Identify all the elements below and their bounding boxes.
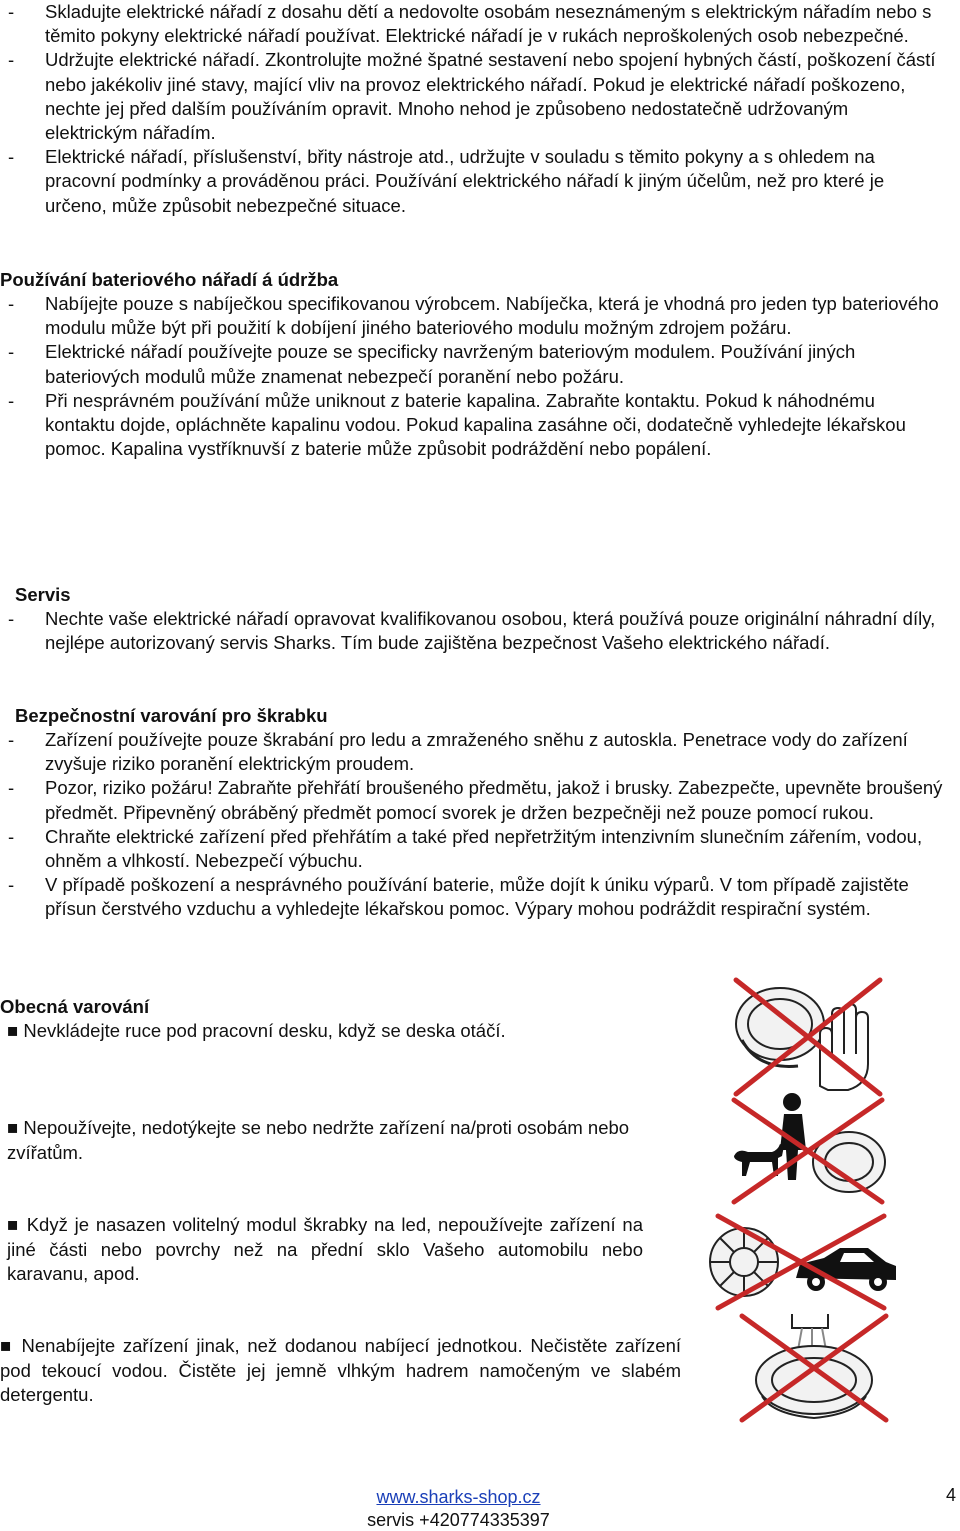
no-running-water-pictogram	[732, 1310, 896, 1426]
shop-link[interactable]: www.sharks-shop.cz	[376, 1487, 541, 1507]
battery-section	[0, 268, 943, 461]
general-warning-hands: ■ Nevkládejte ruce pod pracovní desku, když se deska otáčí.	[7, 1020, 506, 1041]
list-item: - Pozor, riziko požáru! Zabraňte přehřátí broušeného předmětu, jakož i brusky. Zabezpečte, upevněte broušený předmět. Připevněný obráběný předmět pomocí svorek je držen bezpečněji než pouze pomocí rukou.	[8, 777, 943, 823]
general-warning-windshield: ■ Když je nasazen volitelný modul škrabky na led, nepoužívejte zařízení na jiné části nebo povrchy než na přední sklo Vašeho automobilu nebo karavanu, apod.	[7, 1214, 643, 1284]
list-item: - Nechte vaše elektrické nářadí opravovat kvalifikovanou osobou, která používá pouze originální náhradní díly, nejlépe autorizovaný servis Sharks. Tím bude zajištěna bezpečnost Vašeho elektrického nářadí.	[8, 608, 936, 654]
page-number: 4	[945, 1485, 956, 1505]
section-heading: Používání bateriového nářadí á údržba	[0, 269, 339, 290]
list-item: - Zařízení používejte pouze škrabání pro ledu a zmraženého sněhu z autoskla. Penetrace vody do zařízení zvyšuje riziko poranění elektrickým proudem.	[8, 729, 908, 775]
general-warning-charging: ■ Nenabíjejte zařízení jinak, než dodanou nabíjecí jednotkou. Nečistěte zařízení pod tekoucí vodou. Čistěte jej jemně vlhkým hadrem namočeným ve slabém detergentu.	[0, 1335, 681, 1405]
list-item: - Elektrické nářadí používejte pouze se specificky navrženým bateriovým modulem. Používání jiných bateriových modulů může znamenat nebezpečí poranění nebo požáru.	[8, 341, 856, 387]
bullet-icon: ■	[7, 1214, 20, 1235]
list-item: - V případě poškození a nesprávného používání baterie, může dojít k úniku výparů. V tom případě zajistěte přísun čerstvého vzduchu a vyhledejte lékařskou pomoc. Výpary mohou podráždit respirační systém.	[8, 874, 909, 920]
no-hands-pictogram	[728, 974, 888, 1100]
list-item: - Skladujte elektrické nářadí z dosahu dětí a nedovolte osobám neseznámeným s elektrickým nářadím nebo s těmito pokyny elektrické nářadí používat. Elektrické nářadí je v rukách neproškolených osob nebezpečné.	[8, 1, 932, 47]
service-phone: servis +420774335397	[367, 1510, 550, 1530]
list-item: - Chraňte elektrické zařízení před přehřátím a také před nepřetržitým intenzivním slunečním zářením, vodou, ohněm a vlhkostí. Nebezpečí výbuchu.	[8, 825, 923, 872]
bullet-icon: ■	[7, 1117, 19, 1138]
section-heading: Bezpečnostní varování pro škrabku	[15, 705, 328, 726]
top-list	[8, 0, 943, 218]
no-persons-animals-pictogram	[714, 1090, 894, 1210]
list-item: - Udržujte elektrické nářadí. Zkontrolujte možné špatné sestavení nebo spojení hybných částí, poškození částí nebo jakékoliv jiné stavy, mající vliv na provoz elektrického nářadí. Pokud je elektrické nářadí poškozeno, nechte jej před dalším používáním opravit. Mnoho nehod je způsobeno nedostatečně udržovaným elektrickým nářadím.	[8, 49, 936, 144]
list-item: - Elektrické nářadí, příslušenství, břity nástroje atd., udržujte v souladu s těmito pokyny a s ohledem na pracovní podmínky a prováděnou práci. Používání elektrického nářadí k jiným účelům, než pro které je určeno, může způsobit nebezpečné situace.	[8, 146, 885, 216]
bullet-icon: ■	[0, 1335, 14, 1356]
bullet-icon: ■	[7, 1020, 19, 1041]
no-car-body-pictogram	[700, 1208, 900, 1314]
section-heading: Servis	[15, 584, 71, 605]
service-section	[8, 583, 943, 655]
general-warning-persons: ■ Nepoužívejte, nedotýkejte se nebo nedržte zařízení na/proti osobám nebo zvířatům.	[7, 1117, 630, 1163]
list-item: - Nabíjejte pouze s nabíječkou specifikovanou výrobcem. Nabíječka, která je vhodná pro jeden typ bateriového modulu může být při použití k dobíjení jiného bateriového modulu možným zdrojem požáru.	[8, 293, 939, 339]
list-item: - Při nesprávném používání může uniknout z baterie kapalina. Zabraňte kontaktu. Pokud k náhodnému kontaktu dojde, opláchněte kapalinu vodou. Pokud kapalina zasáhne oči, dodatečně vyhledejte lékařskou pomoc. Kapalina vystříknuvší z baterie může způsobit podráždění nebo popálení.	[8, 389, 906, 460]
section-heading: Obecná varování	[0, 996, 150, 1017]
scraper-section	[8, 704, 943, 922]
